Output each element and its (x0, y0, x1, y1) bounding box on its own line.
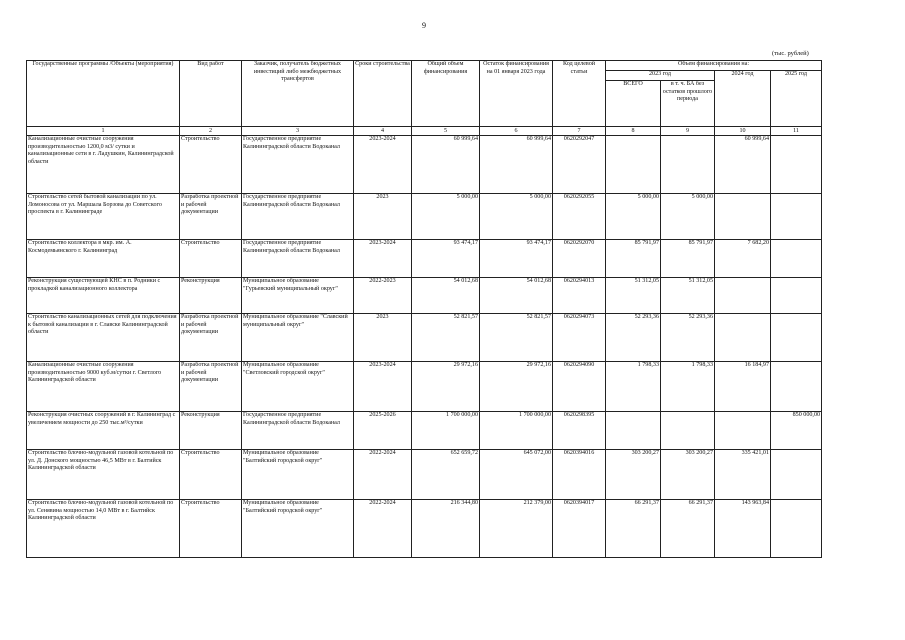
cell-2023-total: 85 791,97 (606, 240, 661, 278)
table-body (27, 136, 822, 558)
cell-total: 5 000,00 (412, 194, 480, 240)
cell-2024 (715, 194, 771, 240)
cell-2023-incl-ba: 51 312,05 (661, 278, 715, 314)
cell-remaining: 645 072,00 (480, 450, 553, 500)
cell-2025: 850 000,00 (771, 412, 822, 450)
cell-terms: 2023 (354, 194, 412, 240)
cell-object: Реконструкция существующей КНС в п. Родники с прокладкой канализационного коллектора (27, 278, 180, 314)
cell-2025 (771, 500, 822, 558)
table-row (27, 240, 822, 278)
cell-terms: 2023-2024 (354, 362, 412, 412)
cell-work-type: Разработка проектной и рабочей документации (180, 314, 242, 362)
cell-remaining: 93 474,17 (480, 240, 553, 278)
table-row (27, 314, 822, 362)
column-number-cell: 10 (715, 127, 771, 136)
cell-total: 1 700 000,00 (412, 412, 480, 450)
column-number-cell: 5 (412, 127, 480, 136)
cell-2024 (715, 412, 771, 450)
cell-2023-incl-ba: 85 791,97 (661, 240, 715, 278)
cell-2024 (715, 314, 771, 362)
table-row (27, 136, 822, 194)
header-customer: Заказчик, получатель бюджетных инвестиций либо межбюджетных трансфертов (242, 61, 354, 127)
cell-2023-incl-ba: 66 291,37 (661, 500, 715, 558)
header-year-2023: 2023 год (606, 71, 715, 81)
header-2023-incl-ba: в т. ч. БА без остатков прошлого периода (661, 81, 715, 127)
cell-2023-incl-ba (661, 136, 715, 194)
column-number-cell: 1 (27, 127, 180, 136)
cell-2023-total: 5 000,00 (606, 194, 661, 240)
cell-2025 (771, 450, 822, 500)
cell-2025 (771, 136, 822, 194)
cell-work-type: Реконструкция (180, 412, 242, 450)
header-2023-total: ВСЕГО (606, 81, 661, 127)
cell-work-type: Строительство (180, 500, 242, 558)
column-number-cell: 7 (553, 127, 606, 136)
financing-table (26, 60, 822, 558)
cell-total: 52 821,57 (412, 314, 480, 362)
cell-2024: 7 682,20 (715, 240, 771, 278)
cell-2024 (715, 278, 771, 314)
table-row (27, 362, 822, 412)
cell-2023-total (606, 412, 661, 450)
cell-remaining: 54 012,68 (480, 278, 553, 314)
cell-terms: 2023 (354, 314, 412, 362)
table-row (27, 194, 822, 240)
cell-object: Канализационные очистные сооружения производительностью 9000 куб.м/сутки г. Светлого Калининградской области (27, 362, 180, 412)
cell-customer: Муниципальное образование "Балтийский городской округ" (242, 500, 354, 558)
cell-object: Строительство сетей бытовой канализации по ул. Ломоносова от ул. Маршала Борзова до Советского проспекта в г. Калининграде (27, 194, 180, 240)
cell-remaining: 52 821,57 (480, 314, 553, 362)
cell-work-type: Разработка проектной и рабочей документации (180, 194, 242, 240)
cell-target-code: 0620292070 (553, 240, 606, 278)
cell-2023-total: 303 200,27 (606, 450, 661, 500)
cell-customer: Государственное предприятие Калининградской области Водоканал (242, 412, 354, 450)
cell-object: Строительство канализационных сетей для подключения к бытовой канализации в г. Славске Калининградской области (27, 314, 180, 362)
cell-2023-incl-ba (661, 412, 715, 450)
cell-total: 54 012,68 (412, 278, 480, 314)
cell-work-type: Строительство (180, 136, 242, 194)
cell-total: 216 344,80 (412, 500, 480, 558)
cell-customer: Государственное предприятие Калининградской области Водоканал (242, 194, 354, 240)
cell-remaining: 212 379,00 (480, 500, 553, 558)
table-row (27, 450, 822, 500)
header-programs: Государственные программы /Объекты (мероприятия) (27, 61, 180, 127)
cell-object: Строительство коллектора в мкр. им. А. Космодемьянского г. Калининград (27, 240, 180, 278)
cell-terms: 2023-2024 (354, 240, 412, 278)
header-year-2024: 2024 год (715, 71, 771, 127)
cell-terms: 2025-2026 (354, 412, 412, 450)
cell-total: 29 972,16 (412, 362, 480, 412)
cell-terms: 2022-2024 (354, 500, 412, 558)
units-label: (тыс. рублей) (772, 50, 809, 57)
cell-2024: 60 999,64 (715, 136, 771, 194)
cell-work-type: Строительство (180, 450, 242, 500)
column-number-cell: 8 (606, 127, 661, 136)
cell-remaining: 60 999,64 (480, 136, 553, 194)
cell-object: Строительство блочно-модульной газовой котельной по ул. Сенявина мощностью 14,0 МВт в г. Балтийск Калининградской области (27, 500, 180, 558)
cell-terms: 2022-2024 (354, 450, 412, 500)
cell-total: 60 999,64 (412, 136, 480, 194)
cell-2024: 335 421,01 (715, 450, 771, 500)
header-remaining: Остаток финансирования на 01 января 2023 года (480, 61, 553, 127)
cell-customer: Государственное предприятие Калининградской области Водоканал (242, 240, 354, 278)
column-number-cell: 9 (661, 127, 715, 136)
cell-2023-total: 1 798,33 (606, 362, 661, 412)
column-number-cell: 2 (180, 127, 242, 136)
cell-work-type: Строительство (180, 240, 242, 278)
cell-customer: Муниципальное образование "Светловский городской округ" (242, 362, 354, 412)
cell-2023-total: 66 291,37 (606, 500, 661, 558)
cell-2023-incl-ba: 52 293,36 (661, 314, 715, 362)
cell-target-code: 0620292055 (553, 194, 606, 240)
cell-2025 (771, 278, 822, 314)
cell-work-type: Реконструкция (180, 278, 242, 314)
header-terms: Сроки строительства (354, 61, 412, 127)
cell-total: 652 659,72 (412, 450, 480, 500)
column-number-cell: 4 (354, 127, 412, 136)
header-funding-volume: Объем финансирования на: (606, 61, 822, 71)
cell-target-code: 0620294013 (553, 278, 606, 314)
header-year-2025: 2025 год (771, 71, 822, 127)
cell-total: 93 474,17 (412, 240, 480, 278)
page-number: 9 (422, 21, 426, 30)
cell-target-code: 0620294073 (553, 314, 606, 362)
cell-2025 (771, 194, 822, 240)
header-target-code: Код целевой статьи (553, 61, 606, 127)
table-row (27, 412, 822, 450)
cell-2024: 16 184,97 (715, 362, 771, 412)
cell-customer: Муниципальное образование "Балтийский городской округ" (242, 450, 354, 500)
cell-customer: Муниципальное образование "Славский муниципальный округ" (242, 314, 354, 362)
cell-object: Канализационные очистные сооружения производительностью 1200,0 м3/ сутки и канализационные сети в г. Ладушкин, Калининградской области (27, 136, 180, 194)
cell-remaining: 29 972,16 (480, 362, 553, 412)
cell-target-code: 0620394016 (553, 450, 606, 500)
cell-2023-incl-ba: 303 200,27 (661, 450, 715, 500)
cell-target-code: 0620294090 (553, 362, 606, 412)
column-number-cell: 6 (480, 127, 553, 136)
cell-2023-total: 51 312,05 (606, 278, 661, 314)
cell-terms: 2023-2024 (354, 136, 412, 194)
cell-2025 (771, 362, 822, 412)
table-row (27, 500, 822, 558)
table-row (27, 278, 822, 314)
cell-work-type: Разработка проектной и рабочей документации (180, 362, 242, 412)
cell-target-code: 0620394017 (553, 500, 606, 558)
cell-remaining: 1 700 000,00 (480, 412, 553, 450)
cell-2025 (771, 314, 822, 362)
column-number-cell: 11 (771, 127, 822, 136)
cell-2023-incl-ba: 1 798,33 (661, 362, 715, 412)
header-total: Общий объем финансирования (412, 61, 480, 127)
cell-2023-total: 52 293,36 (606, 314, 661, 362)
cell-target-code: 0620298395 (553, 412, 606, 450)
cell-2025 (771, 240, 822, 278)
cell-2023-total (606, 136, 661, 194)
cell-terms: 2022-2023 (354, 278, 412, 314)
header-work-type: Вид работ (180, 61, 242, 127)
cell-remaining: 5 000,00 (480, 194, 553, 240)
cell-object: Строительство блочно-модульной газовой котельной по ул. Д. Донского мощностью 46,5 МВт в г. Балтийск Калининградской области (27, 450, 180, 500)
cell-customer: Муниципальное образование "Гурьевский муниципальный округ" (242, 278, 354, 314)
cell-2023-incl-ba: 5 000,00 (661, 194, 715, 240)
cell-target-code: 0620292047 (553, 136, 606, 194)
cell-object: Реконструкция очистных сооружений в г. Калининград с увеличением мощности до 250 тыс.м³/сутки (27, 412, 180, 450)
column-number-row (27, 127, 822, 136)
cell-2024: 143 963,84 (715, 500, 771, 558)
column-number-cell: 3 (242, 127, 354, 136)
cell-customer: Государственное предприятие Калининградской области Водоканал (242, 136, 354, 194)
